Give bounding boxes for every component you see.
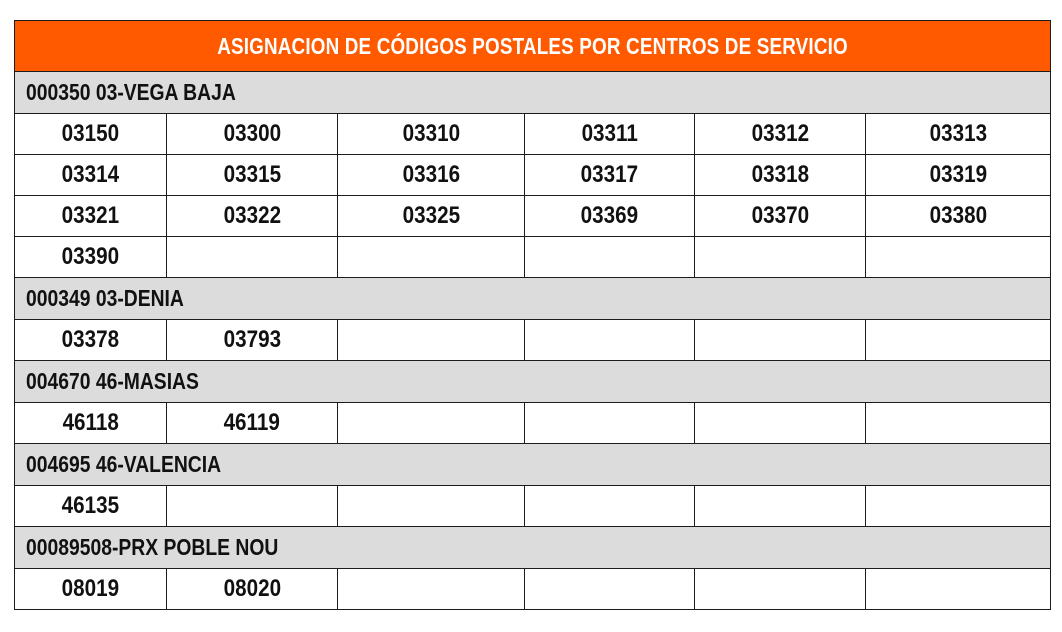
postal-code-cell: [15, 114, 167, 155]
title-row: [15, 21, 1051, 72]
group-header-row: [15, 72, 1051, 114]
postal-code: 03310: [402, 120, 460, 147]
empty-cell: [525, 237, 695, 278]
postal-code: 03300: [223, 120, 281, 147]
table-title: ASIGNACION DE CÓDIGOS POSTALES POR CENTROS DE SERVICIO: [217, 32, 848, 59]
group-header-row: [15, 361, 1051, 403]
empty-cell: [338, 320, 525, 361]
postal-code-cell: [338, 155, 525, 196]
postal-code-cell: [525, 114, 695, 155]
empty-cell: [338, 569, 525, 610]
postal-code: 03370: [751, 202, 809, 229]
postal-code-row: [15, 403, 1051, 444]
table-title-cell: [15, 21, 1051, 72]
postal-code-cell: [167, 155, 338, 196]
service-center-label: 004695 46-VALENCIA: [26, 451, 222, 477]
empty-cell: [866, 403, 1051, 444]
group-header-row: [15, 444, 1051, 486]
empty-cell: [866, 320, 1051, 361]
postal-code: 03325: [402, 202, 460, 229]
postal-code-cell: [15, 486, 167, 527]
postal-code-cell: [695, 196, 866, 237]
postal-code: 03321: [61, 202, 120, 229]
postal-code-cell: [167, 114, 338, 155]
postal-code-row: [15, 114, 1051, 155]
postal-code: 08020: [223, 575, 281, 602]
postal-code-row: [15, 569, 1051, 610]
empty-cell: [695, 237, 866, 278]
postal-code: 46119: [223, 409, 281, 436]
group-header-cell: [15, 72, 1051, 114]
postal-code-cell: [695, 114, 866, 155]
postal-code-cell: [167, 320, 338, 361]
postal-code-row: [15, 320, 1051, 361]
group-header-cell: [15, 527, 1051, 569]
group-header-row: [15, 527, 1051, 569]
postal-code-row: [15, 196, 1051, 237]
service-center-label: 00089508-PRX POBLE NOU: [26, 534, 279, 560]
postal-code-row: [15, 486, 1051, 527]
postal-code-cell: [15, 403, 167, 444]
postal-code: 03150: [61, 120, 120, 147]
empty-cell: [866, 486, 1051, 527]
empty-cell: [695, 569, 866, 610]
empty-cell: [338, 237, 525, 278]
postal-code-cell: [866, 114, 1051, 155]
empty-cell: [167, 237, 338, 278]
postal-code: 03380: [929, 202, 987, 229]
postal-code-cell: [695, 155, 866, 196]
postal-code: 46135: [61, 492, 120, 519]
postal-code: 03315: [223, 161, 281, 188]
empty-cell: [338, 486, 525, 527]
postal-code-cell: [15, 155, 167, 196]
empty-cell: [525, 486, 695, 527]
postal-code-cell: [866, 196, 1051, 237]
postal-code-cell: [167, 403, 338, 444]
postal-code: 03314: [61, 161, 120, 188]
empty-cell: [866, 237, 1051, 278]
postal-code: 03318: [751, 161, 809, 188]
postal-code: 03319: [929, 161, 987, 188]
empty-cell: [167, 486, 338, 527]
postal-code: 03369: [580, 202, 639, 229]
postal-code-cell: [167, 569, 338, 610]
empty-cell: [695, 403, 866, 444]
postal-code-cell: [15, 569, 167, 610]
postal-code: 46118: [62, 409, 119, 436]
postal-code-cell: [525, 155, 695, 196]
postal-code: 03313: [929, 120, 987, 147]
group-header-cell: [15, 444, 1051, 486]
postal-code: 03378: [61, 326, 120, 353]
service-center-label: 000350 03-VEGA BAJA: [26, 79, 236, 105]
empty-cell: [525, 569, 695, 610]
postal-code: 03316: [402, 161, 460, 188]
postal-code: 03793: [223, 326, 281, 353]
group-header-cell: [15, 361, 1051, 403]
service-center-label: 004670 46-MASIAS: [26, 368, 199, 394]
postal-code-cell: [338, 114, 525, 155]
service-center-label: 000349 03-DENIA: [26, 285, 184, 311]
postal-code-cell: [525, 196, 695, 237]
postal-code: 03311: [581, 120, 638, 147]
postal-code: 03390: [61, 243, 120, 270]
postal-code-cell: [15, 237, 167, 278]
postal-code-cell: [866, 155, 1051, 196]
empty-cell: [338, 403, 525, 444]
postal-code-cell: [15, 196, 167, 237]
empty-cell: [525, 320, 695, 361]
empty-cell: [695, 486, 866, 527]
postal-code-row: [15, 155, 1051, 196]
postal-code-table: [14, 20, 1051, 610]
postal-code: 03312: [751, 120, 809, 147]
postal-code: 08019: [61, 575, 120, 602]
group-header-cell: [15, 278, 1051, 320]
postal-code-cell: [15, 320, 167, 361]
group-header-row: [15, 278, 1051, 320]
postal-code-row: [15, 237, 1051, 278]
empty-cell: [525, 403, 695, 444]
empty-cell: [695, 320, 866, 361]
postal-code: 03322: [223, 202, 281, 229]
postal-code-cell: [338, 196, 525, 237]
postal-code-cell: [167, 196, 338, 237]
postal-code: 03317: [580, 161, 639, 188]
empty-cell: [866, 569, 1051, 610]
